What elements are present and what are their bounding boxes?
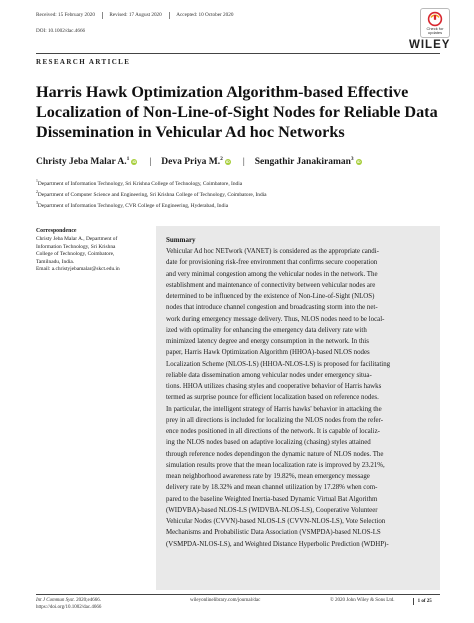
affiliation-2: $^2$Department of Computer Science and Engineering, Sri Krishna College of Technology, Coimbatore, India [36,190,267,198]
summary-line: delivery rate by 18.32% and mean channel utilization by 17.28% when com- [166,484,378,492]
summary-line: ized with optimality for enhancing the emergency data delivery rate with [166,326,367,334]
summary-line: date for provisioning risk-free environment that confirms secure cooperation [166,259,378,267]
summary-line: simulation results prove that the mean localization rate is improved by 23.21%, [166,461,385,469]
author-3[interactable]: Sengathir Janakiraman$^3$ [254,156,354,168]
summary-line: prey in all directions is included for localizing the NLOS nodes from the refer- [166,416,384,424]
affiliation-1: $^1$Department of Information Technology, Sri Krishna College of Technology, Coimbatore, India [36,179,243,187]
publisher-logo: WILEY [409,39,451,51]
page-number: 1 of 25 [417,599,432,604]
summary-line: ing the NLOS nodes based on adaptive localizing (chasing) styles attained [166,439,371,447]
summary-line: Vehicular Ad hoc NETwork (VANET) is considered as the appropriate candi- [166,248,379,255]
divider [413,598,414,605]
summary-line: Vehicular Nodes (CVVN)-based NLOS-LS (CVVN-NLOS-LS), Vote Selection [166,518,386,525]
summary-line: tions. HHOA utilizes chasing styles and cooperative behavior of Harris hawks [166,383,382,390]
summary-line: Mechanisms and Probabilistic Data Association (VSMPDA)-based NLOS-LS [166,529,381,537]
orcid-icon[interactable]: iD [356,159,361,164]
correspondence-line: College of Technology, Coimbatore, [36,251,115,257]
author-2[interactable]: Deva Priya M.$^2$ [161,156,223,168]
correspondence-email[interactable]: Email: a.christyjebamalar@skct.edu.in [36,266,120,272]
summary-text [166,246,435,550]
summary-heading: Summary [166,236,196,244]
correspondence-heading: Correspondence [36,228,77,234]
history-dates [36,12,233,19]
footer-doi-link[interactable]: https://doi.org/10.1002/dac.4666 [36,605,102,610]
received-date: Received: 15 February 2020 [36,12,95,18]
summary-line: minimized latency degree and energy consumption in the network. In this [166,338,369,345]
summary-line: mean neighborhood awareness rate by 19.82%, mean emergency message [166,473,370,480]
article-type: RESEARCH ARTICLE [36,58,131,66]
author-list [36,156,364,167]
summary-line: pared to the baseline Weighted Inertia-based Dynamic Virtual Bat Algorithm [166,495,378,503]
summary-line: determined to be influenced by the existence of Non-Line-of-Sight (NLOS) [166,293,375,300]
summary-line: and very minimal congestion among the vehicular nodes in the network. The [166,270,378,278]
summary-line: through reference nodes dependingon the dynamic nature of NLOS nodes. The [166,450,384,458]
accepted-date: Accepted: 10 October 2020 [176,12,234,18]
summary-line: Localization Scheme (NLOS-LS) (HHOA-NLOS-LS) is proposed for facilitating [166,360,391,368]
check-for-updates-label: Check for updates [426,26,444,36]
footer-divider [36,594,440,595]
affiliation-3: $^3$Department of Information Technology, CVR College of Engineering, Hyderabad, India [36,201,229,209]
doi[interactable]: DOI: 10.1002/dac.4666 [36,28,86,34]
orcid-icon[interactable]: iD [225,159,230,164]
summary-line: nodes that introduce channel congestion and broadcasting storm into the net- [166,304,378,312]
summary-line: work during emergency message delivery. Thus, NLOS nodes need to be local- [166,315,385,323]
author-separator: | [149,156,152,167]
article-title: Harris Hawk Optimization Algorithm-based Effective Localization of Non-Line-of-Sight Nodes for Reliable Data Dissemination in Vehicular Ad hoc Networks [36,83,438,141]
author-separator: | [242,156,245,167]
summary-line: reliable data dissemination among vehicular nodes under emergency situa- [166,371,372,379]
orcid-icon[interactable]: iD [132,159,137,164]
check-for-updates-badge[interactable] [420,8,450,38]
header-divider [36,53,440,54]
summary-line: termed as surprise pounce for efficient localization based on reference nodes. [166,394,379,402]
copyright: © 2020 John Wiley & Sons Ltd. [330,598,395,603]
summary-line: (VSMPDA-NLOS-LS), and Weighted Distance Hyperbolic Prediction (WDHP)- [166,540,389,548]
divider [169,12,170,19]
revised-date: Revised: 17 August 2020 [109,12,162,18]
divider [102,12,103,19]
summary-line: (WIDVBA)-based NLOS-LS (WIDVBA-NLOS-LS), Cooperative Volunteer [166,506,378,514]
summary-line: paper, Harris Hawk Optimization Algorithm (HHOA)-based NLOS nodes [166,349,370,357]
correspondence-line: Tamilnadu, India. [36,258,75,265]
correspondence-line: Information Technology, Sri Krishna [36,243,116,250]
correspondence-details [36,236,146,274]
journal-site-link[interactable]: wileyonlinelibrary.com/journal/dac [190,598,261,603]
journal-citation: Int J Commun Syst. 2020;e4666. [36,598,101,603]
summary-line: In particular, the intelligent strategy of Harris hawks' behavior in attacking the [166,405,382,413]
author-1[interactable]: Christy Jeba Malar A.$^1$ [36,156,130,168]
summary-line: establishment and maintenance of connectivity between vehicular nodes are [166,281,376,289]
check-for-updates-icon [427,11,443,27]
summary-line: ence nodes positioned in all directions of the network. It is capable of localiz- [166,428,380,435]
correspondence-line: Christy Jeba Malar A., Department of [36,236,118,242]
